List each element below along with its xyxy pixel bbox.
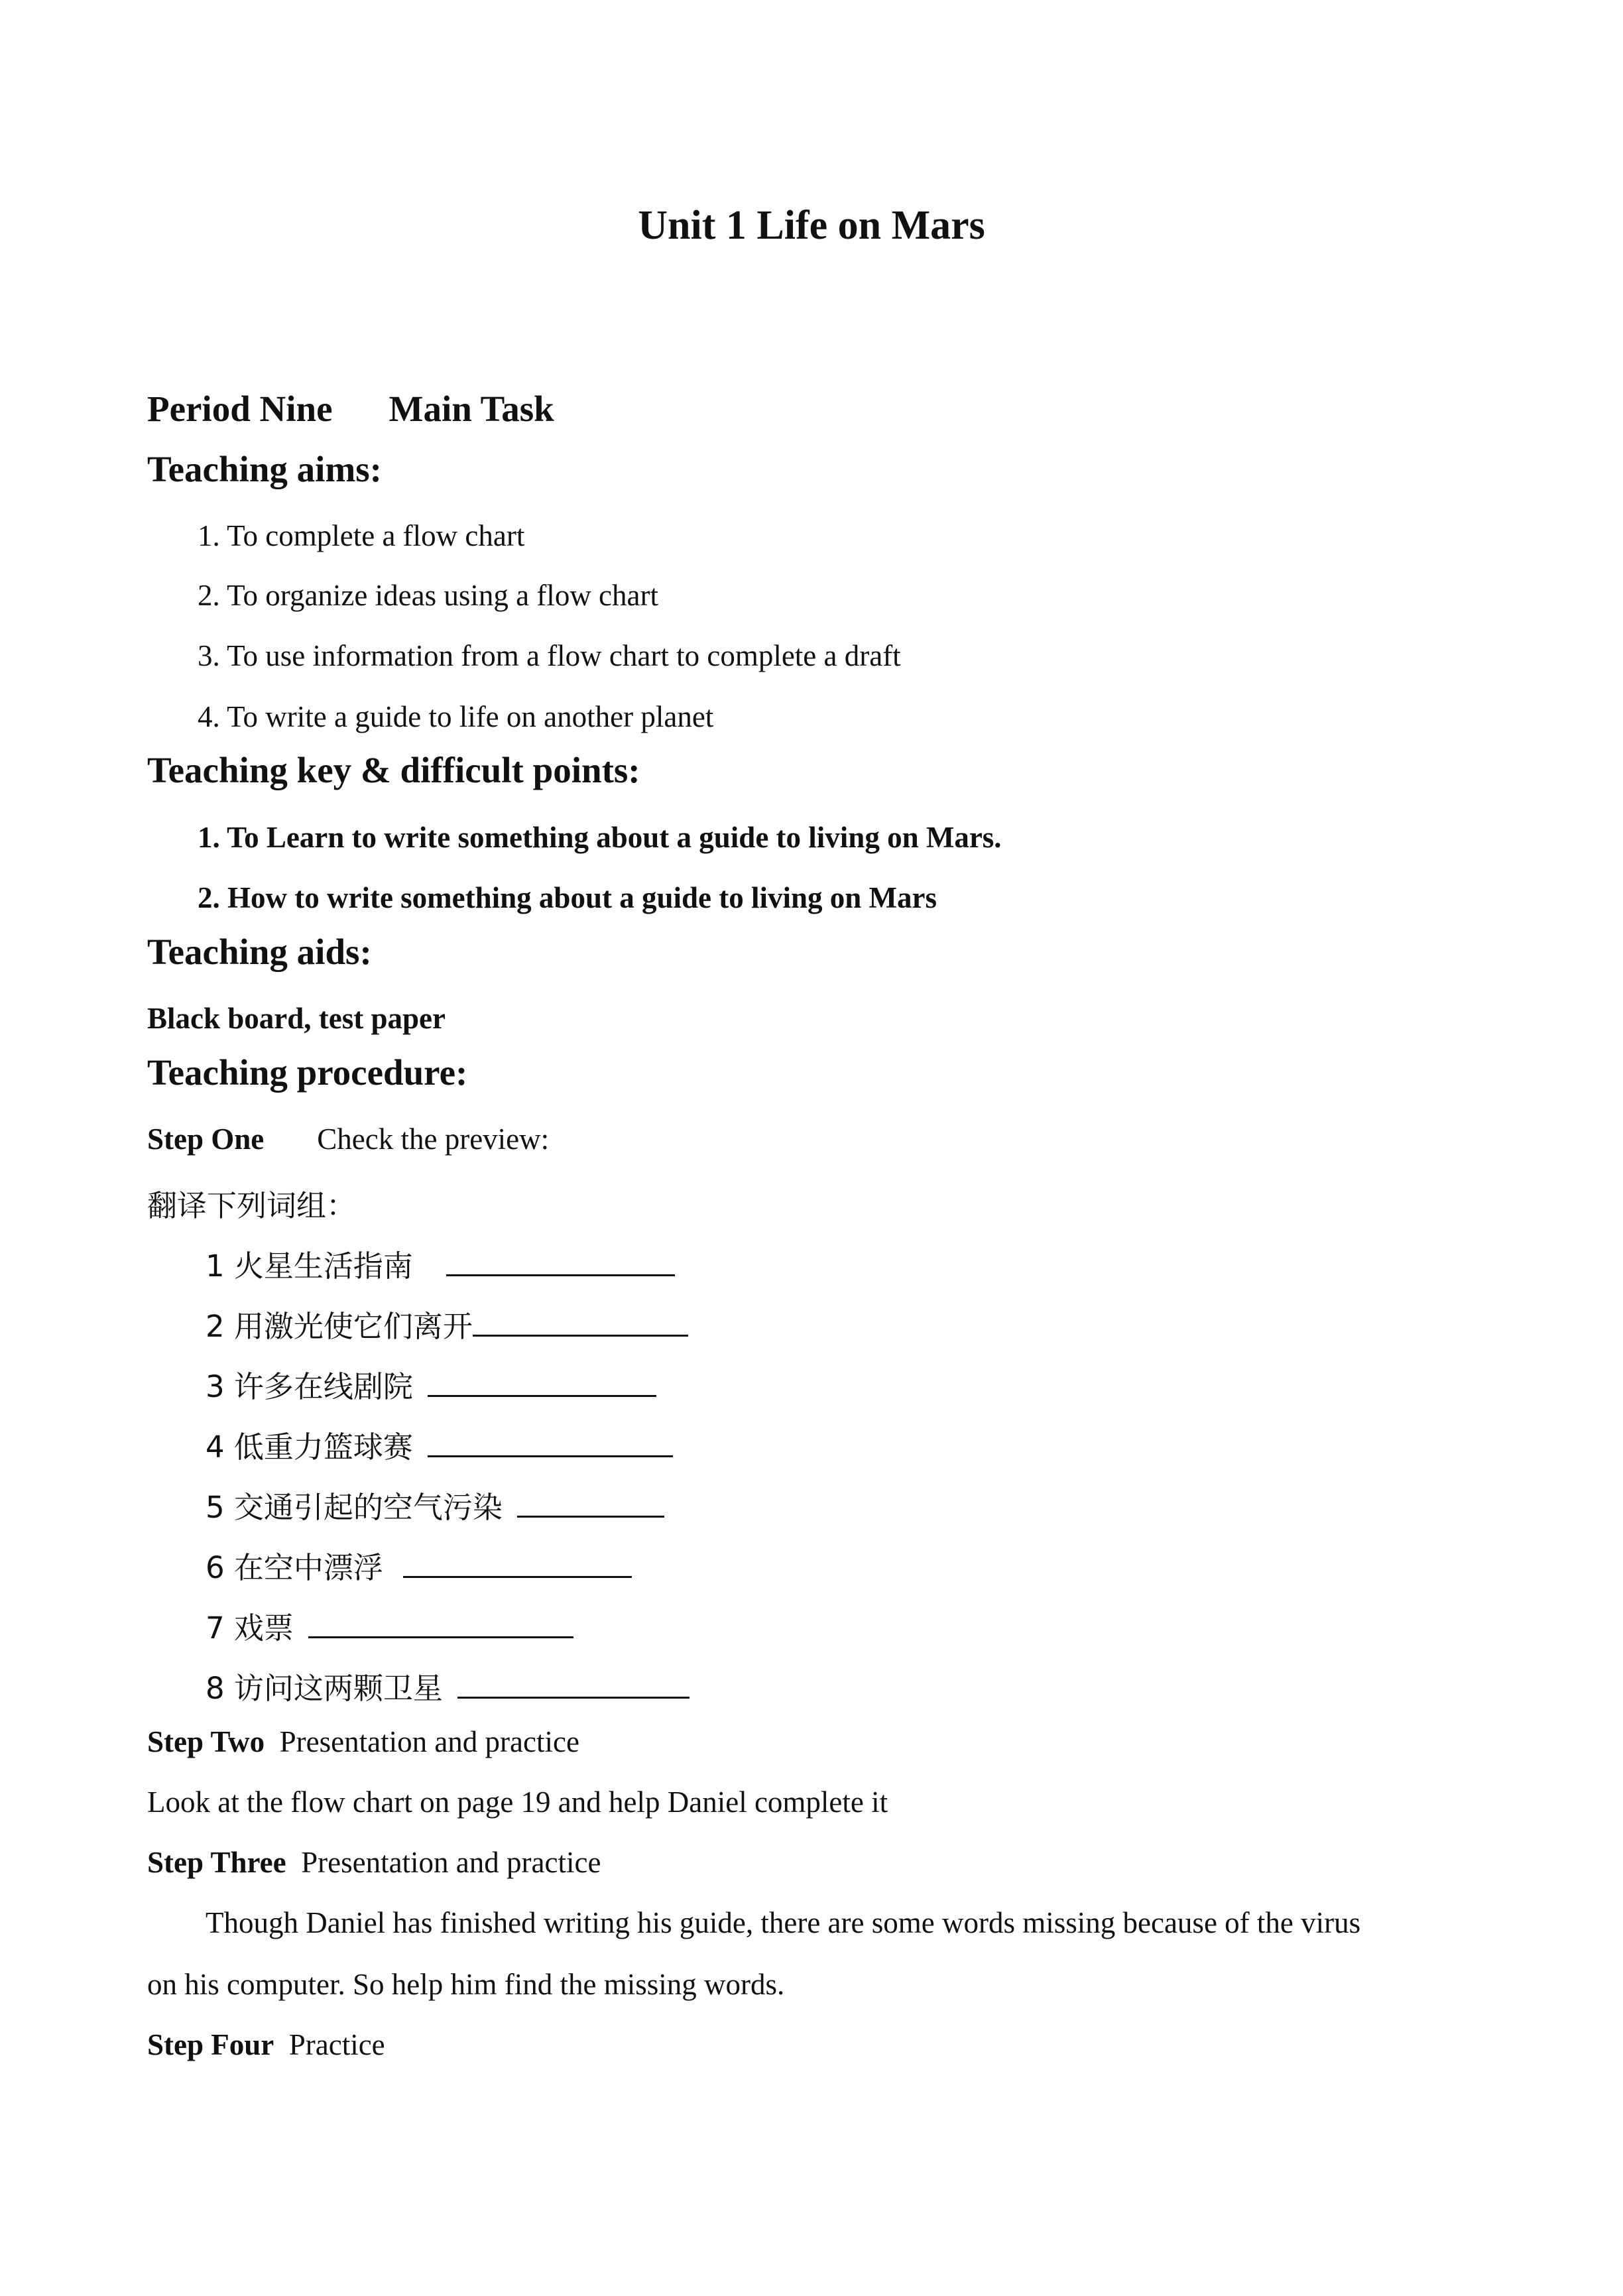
aim-item: 4. To write a guide to life on another planet [198, 700, 714, 733]
step-two [147, 1724, 579, 1759]
step-three-label: Step Three [147, 1846, 286, 1879]
phrase-item [206, 1664, 690, 1707]
answer-blank[interactable] [473, 1308, 688, 1337]
key-points-heading: Teaching key & difficult points: [147, 750, 640, 790]
phrase-text: 5 交通引起的空气污染 [206, 1490, 503, 1525]
phrase-text: 7 戏票 [206, 1610, 294, 1646]
answer-blank[interactable] [403, 1549, 632, 1578]
answer-blank[interactable] [446, 1248, 675, 1276]
answer-blank[interactable] [428, 1429, 673, 1457]
step-four [147, 2027, 385, 2062]
step-two-text: Presentation and practice [279, 1725, 579, 1758]
step-three-paragraph-line2: on his computer. So help him find the missing words. [147, 1968, 785, 2001]
phrase-text: 1 火星生活指南 [206, 1248, 413, 1284]
aims-heading: Teaching aims: [147, 449, 382, 489]
phrase-item [206, 1483, 664, 1526]
answer-blank[interactable] [308, 1610, 573, 1638]
key-point-item: 1. To Learn to write something about a guide to living on Mars. [198, 821, 1002, 854]
phrase-text: 8 访问这两颗卫星 [206, 1671, 443, 1706]
aim-item: 2. To organize ideas using a flow chart [198, 579, 658, 612]
phrase-text: 6 在空中漂浮 [206, 1550, 383, 1585]
step-three-text: Presentation and practice [301, 1846, 601, 1879]
step-two-instruction: Look at the flow chart on page 19 and help Daniel complete it [147, 1785, 888, 1819]
answer-blank[interactable] [457, 1670, 690, 1699]
period-label: Period Nine [147, 389, 333, 429]
phrase-text: 2 用激光使它们离开 [206, 1309, 473, 1344]
step-one [147, 1122, 549, 1156]
aim-item: 3. To use information from a flow chart to complete a draft [198, 639, 901, 672]
step-four-label: Step Four [147, 2028, 274, 2061]
aids-text: Black board, test paper [147, 1002, 446, 1035]
step-three-paragraph-line1: Though Daniel has finished writing his guide, there are some words missing because of the virus [206, 1906, 1361, 1939]
step-four-text: Practice [288, 2028, 385, 2061]
phrase-item [206, 1543, 632, 1587]
phrase-item [206, 1302, 688, 1345]
phrase-item [206, 1423, 673, 1466]
phrase-item [206, 1604, 573, 1647]
phrase-text: 4 低重力篮球赛 [206, 1429, 413, 1465]
step-two-label: Step Two [147, 1725, 265, 1758]
step-one-text: Check the preview: [317, 1122, 550, 1156]
step-three [147, 1845, 601, 1880]
answer-blank[interactable] [517, 1489, 664, 1518]
procedure-heading: Teaching procedure: [147, 1052, 468, 1093]
answer-blank[interactable] [428, 1368, 656, 1397]
phrase-item [206, 1362, 656, 1406]
page-title: Unit 1 Life on Mars [638, 203, 985, 248]
period-heading [147, 388, 554, 430]
phrase-text: 3 许多在线剧院 [206, 1369, 413, 1404]
phrase-item [206, 1242, 675, 1285]
aids-heading: Teaching aids: [147, 932, 372, 972]
step-one-label: Step One [147, 1122, 265, 1156]
period-task: Main Task [389, 389, 554, 429]
aim-item: 1. To complete a flow chart [198, 519, 525, 552]
key-point-item: 2. How to write something about a guide to living on Mars [198, 881, 937, 914]
translate-heading: 翻译下列词组： [147, 1188, 357, 1223]
